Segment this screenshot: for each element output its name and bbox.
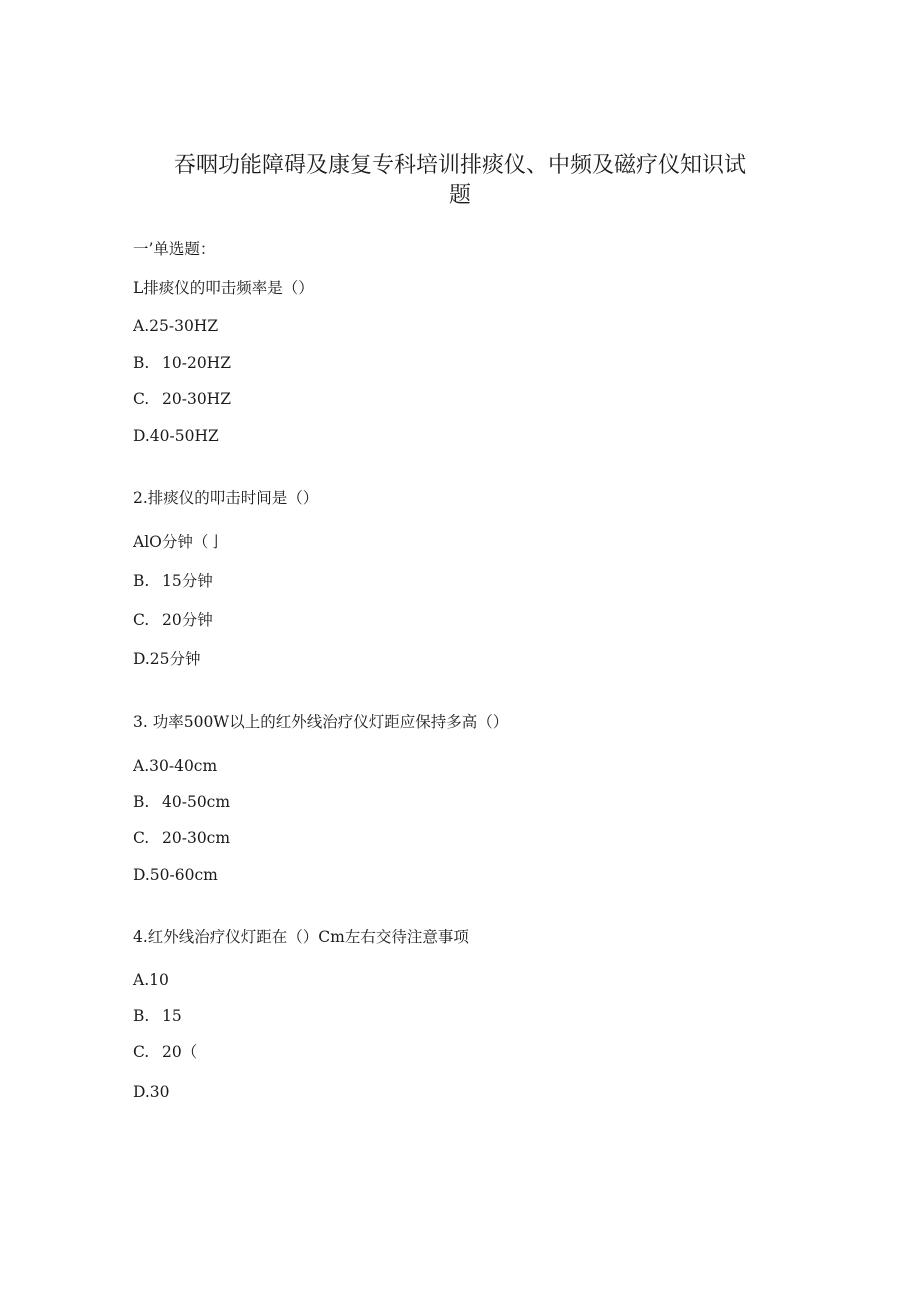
question-1-option-c: [133, 389, 231, 409]
question-4-stem: 4.红外线治疗仪灯距在（）Cm左右交待注意事项: [133, 928, 469, 946]
option-text: 20-30HZ: [162, 390, 231, 408]
option-text: 20-30cm: [162, 829, 231, 847]
question-3-stem: 3. 功率500W以上的红外线治疗仪灯距应保持多高（）: [133, 713, 509, 731]
question-3-option-d: [133, 865, 218, 885]
option-text: 40-50cm: [162, 793, 231, 811]
question-1-option-a: [133, 316, 218, 336]
option-text: A.10: [133, 971, 169, 989]
title-line-1: 吞咽功能障碍及康复专科培训排痰仪、中频及磁疗仪知识试: [173, 153, 746, 178]
option-text: AlO分钟（亅: [133, 533, 224, 551]
document-title: [120, 151, 800, 211]
question-4-option-d: [133, 1082, 170, 1102]
question-2-option-a: [133, 532, 224, 552]
question-2-option-c: [133, 610, 213, 630]
question-4-option-a: [133, 970, 169, 990]
title-line-2: 题: [448, 183, 471, 208]
option-text: 20分钟: [162, 611, 213, 629]
option-text: D.40-50HZ: [133, 427, 219, 445]
option-text: D.50-60cm: [133, 866, 218, 884]
option-label: C.: [133, 1043, 150, 1061]
question-1-option-d: [133, 426, 219, 446]
question-2-option-b: [133, 571, 213, 591]
option-label: B.: [133, 793, 150, 811]
option-text: 20（: [162, 1043, 198, 1061]
option-text: 15: [162, 1007, 182, 1025]
option-label: B.: [133, 354, 150, 372]
option-text: D.25分钟: [133, 650, 201, 668]
option-text: 10-20HZ: [162, 354, 231, 372]
question-2-stem: 2.排痰仪的叩击时间是（）: [133, 489, 319, 507]
option-label: C.: [133, 611, 150, 629]
section-heading: 一’单选题：: [133, 240, 216, 258]
question-4-option-b: [133, 1006, 182, 1026]
question-1-stem: L排痰仪的叩击频率是（）: [133, 279, 314, 297]
option-text: D.30: [133, 1083, 170, 1101]
option-label: C.: [133, 829, 150, 847]
question-3-option-b: [133, 792, 230, 812]
question-3-option-a: [133, 756, 217, 776]
option-label: B.: [133, 1007, 150, 1025]
question-4-option-c: [133, 1042, 197, 1062]
option-text: A.30-40cm: [133, 757, 218, 775]
question-3-option-c: [133, 828, 230, 848]
option-label: B.: [133, 572, 150, 590]
question-2-option-d: [133, 649, 201, 669]
question-1-option-b: [133, 353, 231, 373]
option-label: C.: [133, 390, 150, 408]
option-text: A.25-30HZ: [133, 317, 219, 335]
option-text: 15分钟: [162, 572, 213, 590]
